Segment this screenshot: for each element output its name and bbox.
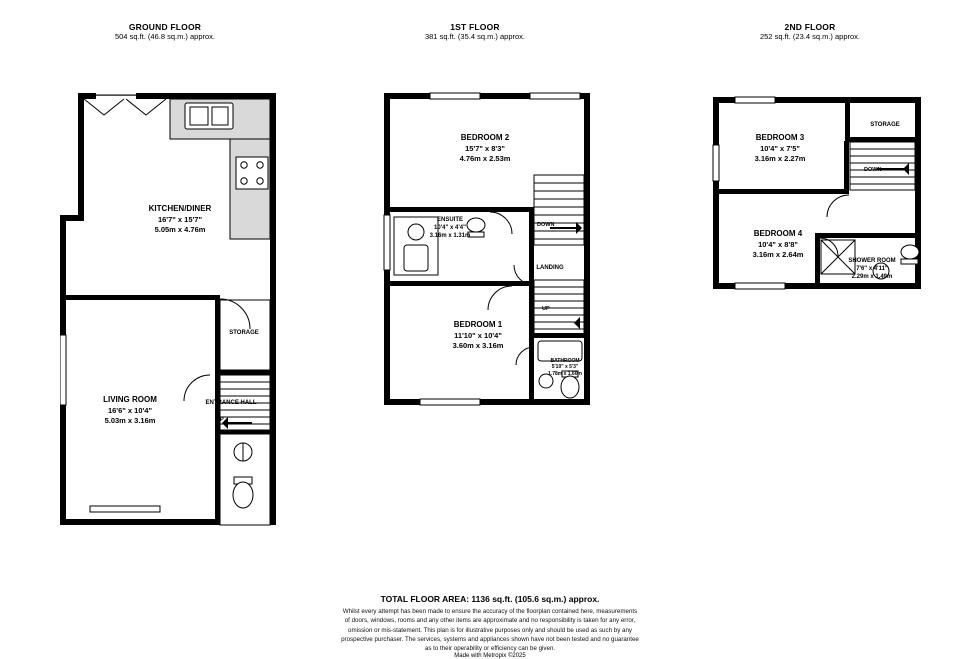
room-label-landing: LANDING bbox=[536, 265, 564, 271]
ground-floor-plan bbox=[60, 85, 300, 535]
room-label-living-room: LIVING ROOM 16'6" x 10'4" 5.03m x 3.16m bbox=[103, 395, 157, 425]
floor-title-first: 1ST FLOOR 381 sq.ft. (35.4 sq.m.) approx. bbox=[424, 22, 526, 41]
room-label-entrance-hall: ENTRANCE HALL bbox=[205, 400, 257, 406]
stair-direction-down-second: DOWN bbox=[864, 167, 882, 173]
stair-direction-down-first: DOWN bbox=[537, 222, 555, 228]
room-label-kitchen-diner: KITCHEN/DINER 16'7" x 15'7" 5.05m x 4.76m bbox=[148, 204, 212, 234]
room-label-bedroom-1: BEDROOM 1 11'10" x 10'4" 3.60m x 3.16m bbox=[452, 320, 504, 350]
footer-total-area: TOTAL FLOOR AREA: 1136 sq.ft. (105.6 sq.m.) approx. bbox=[380, 594, 600, 604]
footer-credit: Made with Metropix ©2025 bbox=[454, 653, 526, 659]
room-label-bedroom-3: BEDROOM 3 10'4" x 7'5" 3.16m x 2.27m bbox=[754, 133, 806, 163]
floor-title-second: 2ND FLOOR 252 sq.ft. (23.4 sq.m.) approx. bbox=[759, 22, 861, 41]
room-label-storage-second: STORAGE bbox=[870, 122, 900, 128]
stair-direction-up-first: UP bbox=[542, 306, 550, 312]
floor-title-ground: GROUND FLOOR 504 sq.ft. (46.8 sq.m.) approx. bbox=[114, 22, 216, 41]
room-label-bedroom-2: BEDROOM 2 15'7" x 8'3" 4.76m x 2.53m bbox=[459, 133, 511, 163]
room-label-shower-room: SHOWER ROOM 7'6" x 4'11" 2.29m x 1.49m bbox=[848, 258, 896, 280]
room-label-bedroom-4: BEDROOM 4 10'4" x 8'8" 3.16m x 2.64m bbox=[752, 229, 804, 259]
room-label-storage-ground: STORAGE bbox=[229, 330, 259, 336]
room-label-bathroom: BATHROOM 5'10" x 5'3" 1.78m x 1.60m bbox=[548, 358, 582, 377]
room-label-ensuite: ENSUITE 10'4" x 4'4" 3.16m x 1.31m bbox=[429, 217, 471, 239]
stair-direction-up-ground: UP bbox=[216, 417, 224, 423]
footer-disclaimer: Whilst every attempt has been made to ensure the accuracy of the floorplan contained here, measurements of doors, windows, rooms and any other items are approximate and no responsibility is taken for any error, omission or mis-statement. This plan is for illustrative purposes only and should be used as such by any prospective purchaser. The services, systems and appliances shown have not been tested and no guarantee as to their operability or efficiency can be given. Made with Metropix ©2025 bbox=[0, 607, 980, 659]
